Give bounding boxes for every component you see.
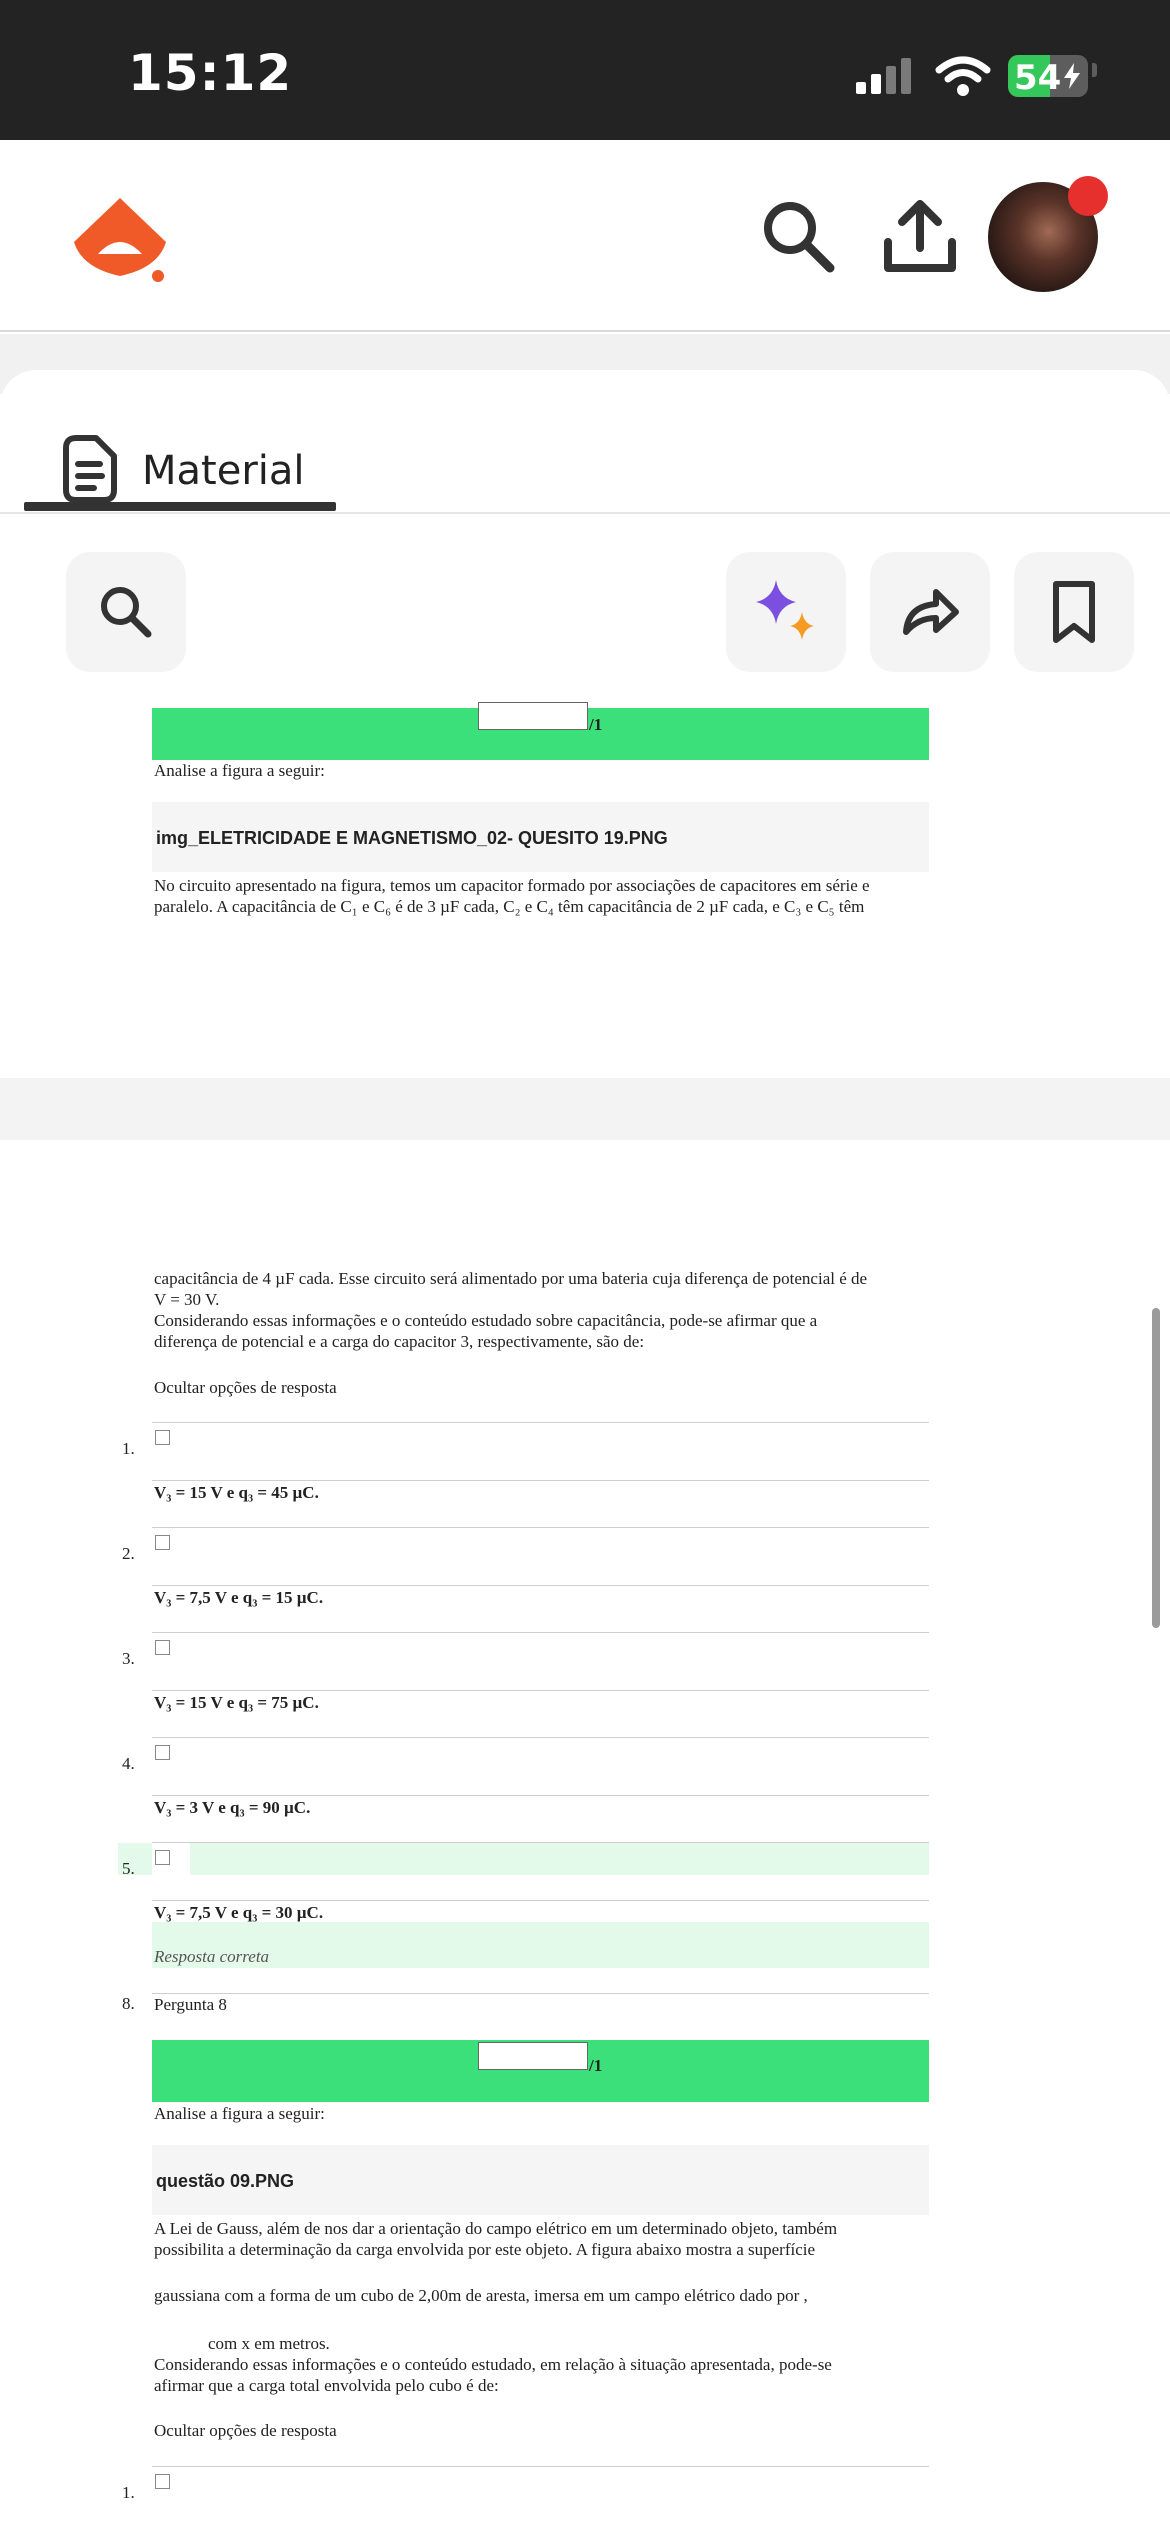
question-text: paralelo. A capacitância de C₁ e C₆ é de 3 µF cada, C₂ e C₄ têm capacitância de 2 µF cada, e C₃ e C₅ têm	[154, 897, 865, 916]
correct-answer-label: Resposta correta	[154, 1947, 270, 1966]
divider	[152, 1632, 929, 1633]
option-number: 2.	[122, 1544, 135, 1563]
divider	[152, 1585, 929, 1586]
score-input[interactable]	[478, 2042, 588, 2070]
battery-percent: 54	[1014, 58, 1062, 98]
question-text: afirmar que a carga total envolvida pelo cubo é de:	[154, 2376, 499, 2395]
option-checkbox[interactable]	[155, 1535, 170, 1550]
divider	[152, 1993, 929, 1994]
score-input[interactable]	[478, 702, 588, 730]
option-checkbox[interactable]	[155, 1745, 170, 1760]
status-time: 15:12	[128, 44, 293, 102]
correct-option-highlight	[118, 1843, 929, 1875]
option-number: 1.	[122, 1439, 135, 1458]
question-number: 8.	[122, 1994, 135, 2013]
question-text: A Lei de Gauss, além de nos dar a orientação do campo elétrico em um determinado objeto, também	[154, 2219, 838, 2238]
option-number: 4.	[122, 1754, 135, 1773]
option-number: 1.	[122, 2483, 135, 2502]
divider	[152, 1480, 929, 1481]
divider	[152, 1900, 929, 1901]
question-text: No circuito apresentado na figura, temos um capacitor formado por associações de capacitores em série e	[154, 876, 870, 895]
divider	[152, 1795, 929, 1796]
divider	[152, 1422, 929, 1423]
option-checkbox[interactable]	[155, 1640, 170, 1655]
divider	[152, 1737, 929, 1738]
question-text: diferença de potencial e a carga do capacitor 3, respectivamente, são de:	[154, 1332, 645, 1351]
image-file-name: img_ELETRICIDADE E MAGNETISMO_02- QUESITO 19.PNG	[156, 828, 668, 848]
hide-options-link[interactable]: Ocultar opções de resposta	[154, 2421, 337, 2440]
question-text: Considerando essas informações e o conteúdo estudado, em relação à situação apresentada, pode-se	[154, 2355, 832, 2374]
option-text[interactable]: V₃ = 7,5 V e q₃ = 30 µC.	[154, 1903, 324, 1922]
analise-text: Analise a figura a seguir:	[154, 2104, 325, 2123]
question-text: gaussiana com a forma de um cubo de 2,00m de aresta, imersa em um campo elétrico dado por ,	[154, 2286, 808, 2305]
page-break	[0, 1078, 1170, 1140]
question-title: Pergunta 8	[154, 1995, 227, 2014]
divider	[152, 1690, 929, 1691]
question-text: capacitância de 4 µF cada. Esse circuito será alimentado por uma bateria cuja diferença de potencial é de	[154, 1269, 868, 1288]
image-file-name: questão 09.PNG	[156, 2171, 295, 2191]
question-text: Considerando essas informações e o conteúdo estudado sobre capacitância, pode-se afirmar que a	[154, 1311, 818, 1330]
question-text: V = 30 V.	[154, 1290, 220, 1309]
question-text: possibilita a determinação da carga envolvida por este objeto. A figura abaixo mostra a superfície	[154, 2240, 816, 2259]
option-text[interactable]: V₃ = 15 V e q₃ = 45 µC.	[154, 1483, 319, 1502]
image-placeholder	[152, 2145, 929, 2215]
score-suffix: /1	[589, 715, 603, 734]
hide-options-link[interactable]: Ocultar opções de resposta	[154, 1378, 337, 1397]
scrollbar-thumb[interactable]	[1152, 1308, 1160, 1628]
option-number: 3.	[122, 1649, 135, 1668]
image-placeholder	[152, 802, 929, 872]
option-checkbox[interactable]	[155, 2474, 170, 2489]
question-text: com x em metros.	[208, 2334, 330, 2353]
option-text[interactable]: V₃ = 3 V e q₃ = 90 µC.	[154, 1798, 311, 1817]
option-checkbox[interactable]	[155, 1850, 170, 1865]
option-text[interactable]: V₃ = 15 V e q₃ = 75 µC.	[154, 1693, 319, 1712]
option-checkbox[interactable]	[155, 1430, 170, 1445]
analise-text: Analise a figura a seguir:	[154, 761, 325, 780]
score-suffix: /1	[589, 2056, 603, 2075]
divider	[152, 2466, 929, 2467]
option-text[interactable]: V₃ = 7,5 V e q₃ = 15 µC.	[154, 1588, 324, 1607]
option-number: 5.	[122, 1859, 135, 1878]
tab-label: Material	[142, 448, 305, 494]
divider	[152, 1527, 929, 1528]
